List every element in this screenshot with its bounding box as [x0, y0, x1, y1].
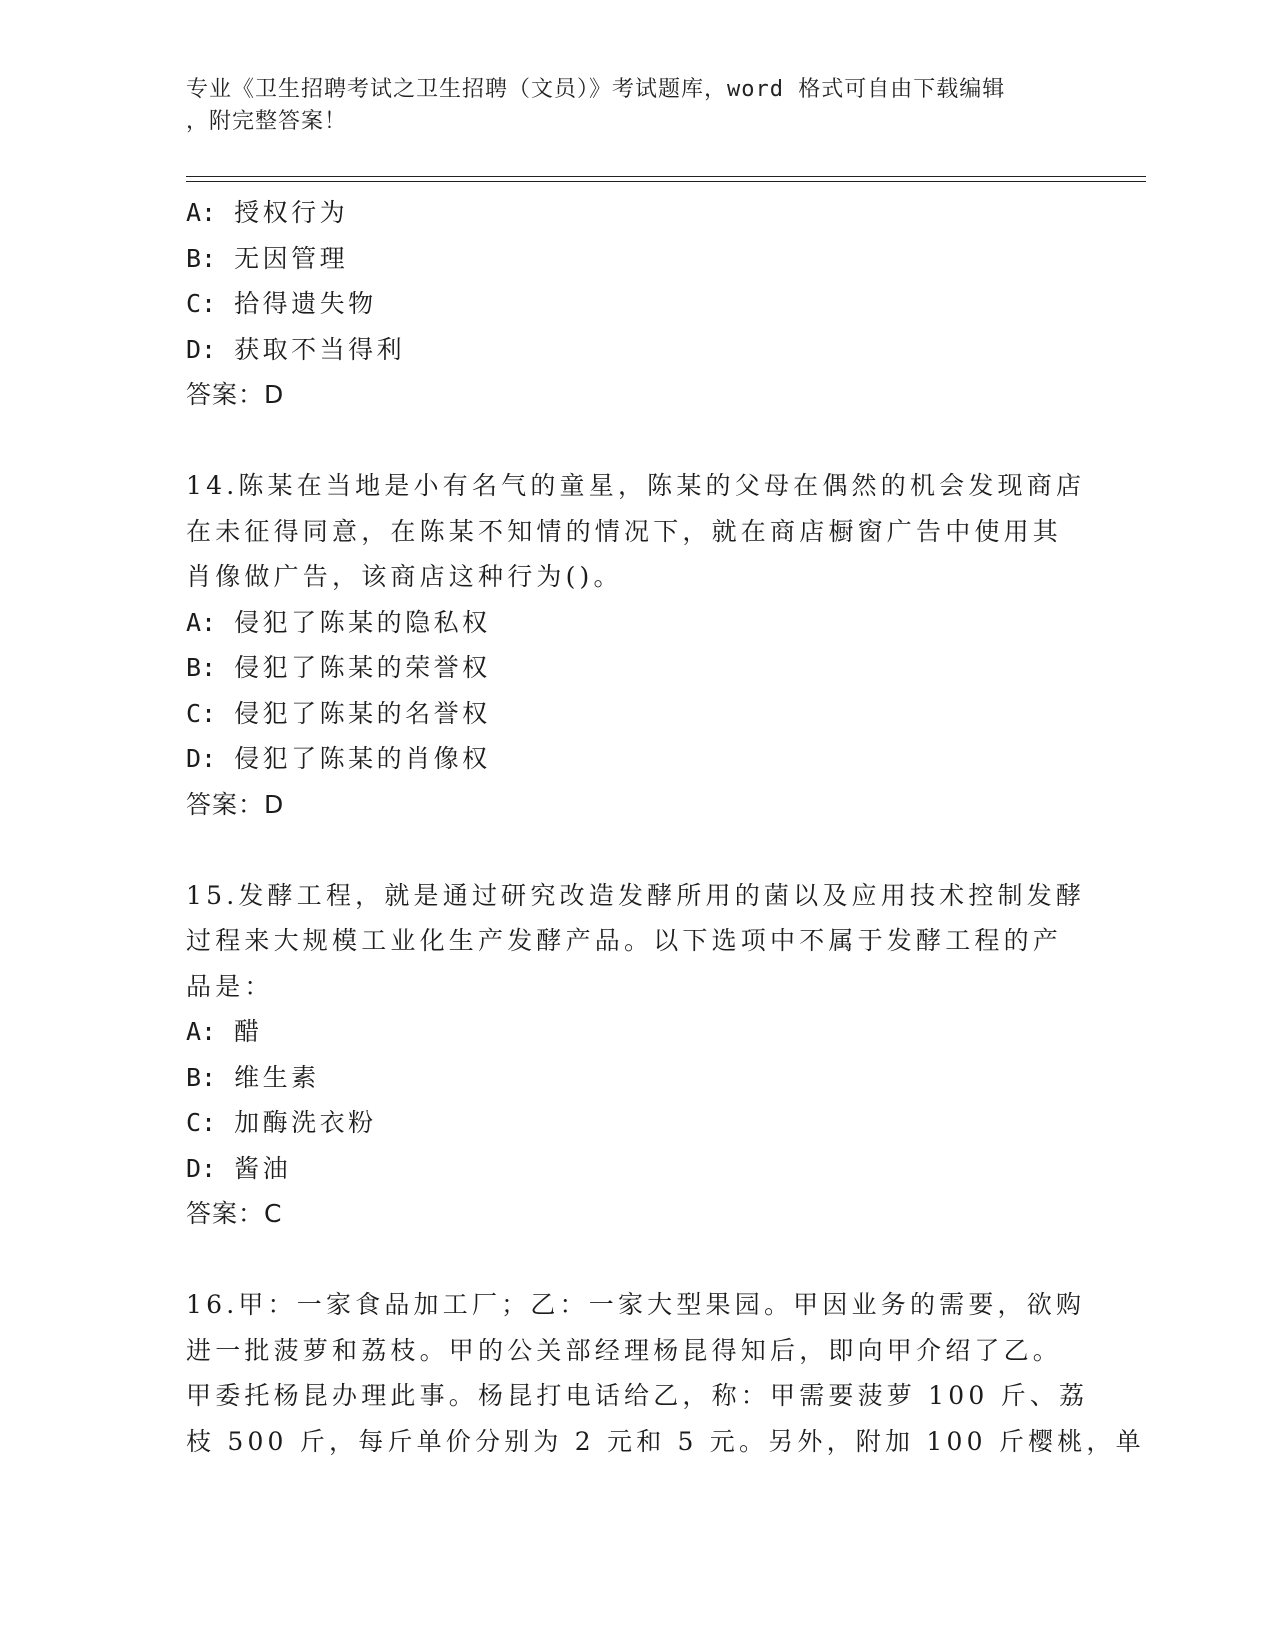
question-line: 15.发酵工程，就是通过研究改造发酵所用的菌以及应用技术控制发酵	[186, 880, 1086, 910]
question-16-block	[186, 1282, 1145, 1464]
option-letter: A:	[186, 198, 217, 227]
question-13-block	[186, 190, 1086, 418]
option-text: 侵犯了陈某的肖像权	[234, 744, 491, 773]
spacer	[186, 827, 1086, 873]
spacer	[186, 418, 1086, 464]
option-text: 授权行为	[234, 198, 349, 227]
answer-line: 答案：C	[186, 1199, 283, 1228]
option-a	[186, 1009, 1086, 1055]
question-line: 16.甲：一家食品加工厂；乙：一家大型果园。甲因业务的需要，欲购	[186, 1290, 1086, 1319]
option-d	[186, 327, 1086, 373]
question-line: 品是：	[186, 971, 274, 1001]
question-line: 甲委托杨昆办理此事。杨昆打电话给乙，称：甲需要菠萝 100 斤、荔	[186, 1381, 1089, 1410]
option-text: 醋	[234, 1017, 263, 1046]
option-text: 侵犯了陈某的荣誉权	[234, 653, 491, 682]
option-c	[186, 691, 1086, 737]
option-text: 拾得遗失物	[234, 289, 377, 318]
option-letter: A:	[186, 607, 217, 637]
question-text	[186, 1282, 1145, 1464]
option-text: 维生素	[234, 1062, 320, 1092]
option-text: 侵犯了陈某的名誉权	[234, 698, 491, 728]
option-b	[186, 236, 1086, 282]
question-line: 进一批菠萝和荔枝。甲的公关部经理杨昆得知后，即向甲介绍了乙。	[186, 1335, 1063, 1365]
option-letter: C:	[186, 698, 217, 728]
question-line: 在未征得同意，在陈某不知情的情况下，就在商店橱窗广告中使用其	[186, 516, 1063, 546]
header-line-2: ，附完整答案！	[186, 109, 348, 134]
option-text: 无因管理	[234, 243, 349, 273]
option-letter: B:	[186, 243, 217, 273]
option-letter: A:	[186, 1017, 217, 1046]
header-divider-top	[186, 176, 1146, 177]
option-letter: D:	[186, 1153, 217, 1183]
option-b	[186, 1055, 1086, 1101]
question-line: 14.陈某在当地是小有名气的童星，陈某的父母在偶然的机会发现商店	[186, 471, 1086, 500]
option-letter: B:	[186, 1062, 217, 1092]
option-a	[186, 190, 1086, 236]
option-d	[186, 1146, 1086, 1192]
question-14-block	[186, 463, 1086, 827]
question-line: 过程来大规模工业化生产发酵产品。以下选项中不属于发酵工程的产	[186, 926, 1063, 955]
option-letter: B:	[186, 653, 217, 682]
question-15-block	[186, 873, 1086, 1237]
question-text	[186, 873, 1086, 1010]
option-text: 获取不当得利	[234, 334, 406, 364]
option-c	[186, 1100, 1086, 1146]
option-letter: C:	[186, 1108, 217, 1137]
question-line: 枝 500 斤，每斤单价分别为 2 元和 5 元。另外，附加 100 斤樱桃，单	[186, 1426, 1145, 1456]
question-list	[186, 190, 1145, 1464]
document-header	[186, 74, 1066, 138]
option-a	[186, 600, 1086, 646]
question-text	[186, 463, 1086, 600]
option-c	[186, 281, 1086, 327]
question-line: 肖像做广告，该商店这种行为()。	[186, 562, 623, 591]
spacer	[186, 1237, 1086, 1283]
option-text: 加酶洗衣粉	[234, 1108, 377, 1137]
option-letter: D:	[186, 334, 217, 364]
option-d	[186, 736, 1086, 782]
option-letter: C:	[186, 289, 217, 318]
answer-line: 答案：D	[186, 789, 285, 819]
option-b	[186, 645, 1086, 691]
header-divider-bottom	[186, 181, 1146, 182]
option-text: 侵犯了陈某的隐私权	[234, 607, 491, 637]
option-text: 酱油	[234, 1153, 292, 1183]
header-line-1: 专业《卫生招聘考试之卫生招聘（文员）》考试题库，word 格式可自由下载编辑	[186, 77, 1006, 102]
answer-line: 答案：D	[186, 380, 285, 409]
option-letter: D:	[186, 744, 217, 773]
